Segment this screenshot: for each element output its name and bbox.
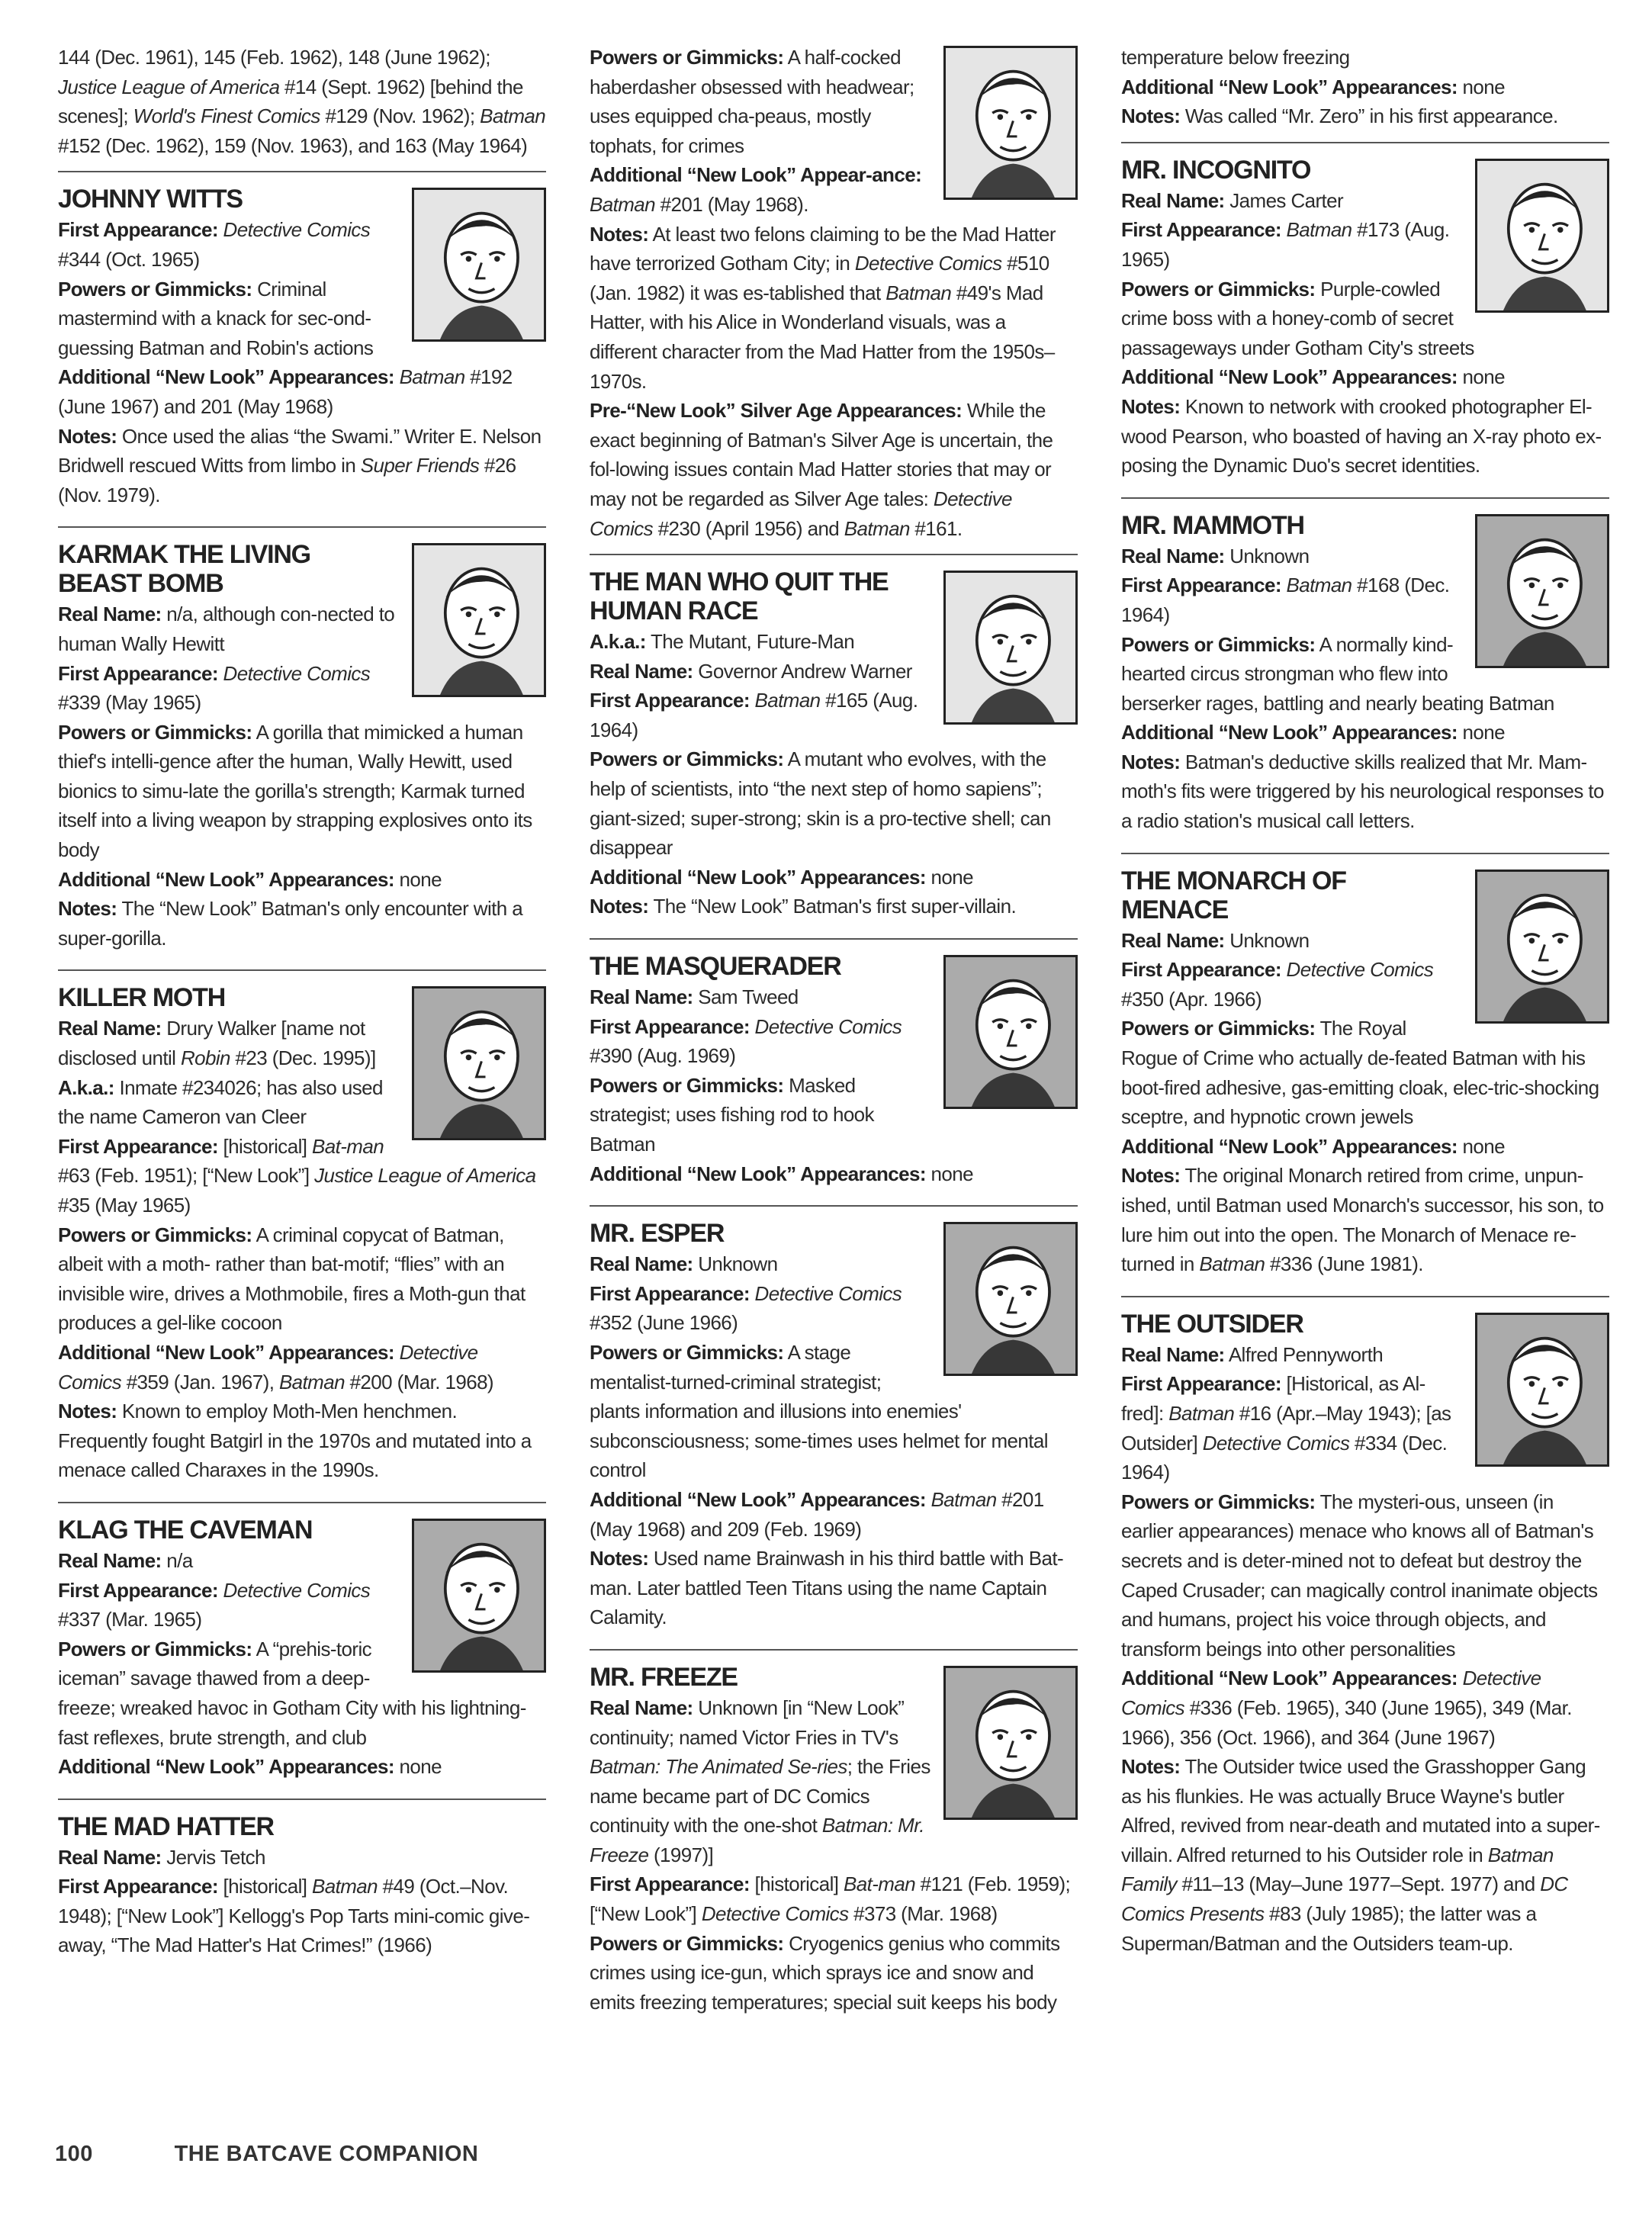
publication-title: Justice League of America: [58, 75, 280, 98]
field-label: Powers or Gimmicks:: [590, 1931, 784, 1955]
publication-title: Batman: [885, 281, 952, 304]
publication-title: DC Comics Presents: [1121, 1872, 1568, 1926]
field-label: Real Name:: [1121, 188, 1225, 212]
field-label: Powers or Gimmicks:: [58, 277, 252, 301]
field-label: Powers or Gimmicks:: [1121, 632, 1316, 656]
entry-field: [58, 718, 546, 865]
field-text: #121 (Feb. 1959); [“New Look”]: [590, 1872, 1071, 1926]
entry-field: [58, 1220, 546, 1338]
publication-title: Detective Comics: [1286, 958, 1434, 982]
field-label: Notes:: [590, 895, 649, 918]
field-label: Real Name:: [590, 1252, 693, 1276]
field-label: First Appearance:: [590, 689, 750, 712]
entry-mr-incognito: [1121, 142, 1609, 487]
field-text: #16 (Apr.–May 1943); [as Outsider]: [1121, 1401, 1451, 1455]
publication-title: Batman: [480, 104, 546, 128]
field-label: First Appearance:: [1121, 218, 1281, 242]
field-label: Real Name:: [1121, 928, 1225, 952]
field-text: Unknown: [1224, 928, 1310, 952]
field-text: (1997)]: [648, 1843, 714, 1866]
field-label: Additional “New Look” Appearances:: [1121, 365, 1458, 389]
publication-title: Detective Comics: [854, 252, 1002, 275]
field-text: #129 (Nov. 1962);: [320, 104, 480, 128]
entry-man-who-quit: [590, 554, 1078, 927]
field-text: [750, 689, 755, 712]
field-text: Batman's deductive skills realized that Mr. Mam-moth's fits were triggered by his neurological responses to a radio station's musical call letters.: [1121, 750, 1604, 833]
field-label: A.k.a.:: [58, 1075, 114, 1099]
field-text: Unknown [in “New Look” continuity; named Victor Fries in TV's: [590, 1696, 905, 1749]
publication-title: Batman: [930, 1487, 997, 1511]
field-label: Notes:: [1121, 104, 1181, 128]
field-text: The Royal Rogue of Crime who actually de-feated Batman with his boot-fired adhesive, gas-emitting cloak, elec-tric-shocking sceptre, and hypnotic crown jewels: [1121, 1017, 1599, 1129]
mr-freeze-portrait: [943, 1666, 1078, 1820]
entry-field: [590, 1869, 1078, 1928]
field-text: [394, 365, 400, 388]
column-2: [590, 43, 1078, 2023]
entry-field: [1121, 1487, 1609, 1664]
publication-title: Detective Comics: [754, 1281, 902, 1305]
field-text: Used name Brainwash in his third battle with Bat-man. Later battled Teen Titans using the name Captain Calamity.: [590, 1547, 1064, 1629]
field-text: #83 (July 1985); the latter was a Superman/Batman and the Outsiders team-up.: [1121, 1902, 1537, 1955]
field-text: #339 (May 1965): [58, 691, 201, 715]
field-text: [394, 1341, 400, 1364]
publication-title: Detective Comics: [223, 218, 371, 242]
field-label: Additional “New Look” Appearances:: [58, 867, 394, 891]
field-label: Powers or Gimmicks:: [58, 1637, 252, 1660]
field-text: Cryogenics genius who commits crimes using ice-gun, which sprays ice and snow and emits freezing temperatures; special suit keeps his body: [590, 1931, 1060, 2014]
entry-field: [1121, 747, 1609, 836]
mr-incognito-portrait: [1475, 159, 1609, 313]
entry-field: [590, 1544, 1078, 1632]
page-number: 100: [55, 2142, 93, 2166]
field-text: #344 (Oct. 1965): [58, 247, 200, 271]
field-text: #201 (May 1968) and 209 (Feb. 1969): [590, 1487, 1044, 1541]
publication-title: Batman: Mr. Freeze: [590, 1814, 924, 1866]
mr-mammoth-portrait: [1475, 514, 1609, 668]
field-label: Powers or Gimmicks:: [58, 720, 252, 744]
field-text: The “New Look” Batman's only encounter with a super-gorilla.: [58, 897, 523, 950]
field-label: Additional “New Look” Appearances:: [58, 365, 394, 389]
field-text: #173 (Aug. 1965): [1121, 218, 1450, 271]
field-text: #168 (Dec. 1964): [1121, 574, 1450, 626]
field-label: Real Name:: [590, 985, 693, 1009]
field-text: #359 (Jan. 1967),: [121, 1370, 279, 1393]
field-text: #161.: [909, 516, 963, 540]
field-text: The “New Look” Batman's first super-villain.: [648, 895, 1017, 918]
field-text: [750, 1015, 755, 1038]
field-text: #23 (Dec. 1995)]: [230, 1046, 376, 1070]
field-text: [Historical, as Al-fred]:: [1121, 1372, 1425, 1425]
entry-title: THE MONARCH OF MENACE: [1121, 866, 1346, 924]
field-text: #200 (Mar. 1968): [344, 1370, 493, 1393]
field-label: Additional “New Look” Appearances:: [590, 865, 926, 889]
field-text: none: [394, 867, 442, 891]
field-label: Additional “New Look” Appearances:: [590, 1162, 926, 1185]
field-label: Additional “New Look” Appearances:: [58, 1340, 394, 1364]
field-label: Additional “New Look” Appearances:: [1121, 1667, 1458, 1690]
field-label: Notes:: [590, 1547, 649, 1570]
field-text: #336 (Feb. 1965), 340 (June 1965), 349 (Mar. 1966), 356 (Oct. 1966), and 364 (June 1967): [1121, 1696, 1572, 1749]
field-text: [historical]: [749, 1872, 844, 1896]
entry-title: THE OUTSIDER: [1121, 1309, 1303, 1339]
field-text: #49's Mad Hatter, with his Alice in Wonderland visuals, was a different character from the Mad Hatter from the 1950s–1970s.: [590, 281, 1055, 393]
field-text: A criminal copycat of Batman, albeit with a moth- rather than bat-motif; “flies” with an invisible wire, drives a Mothmobile, fires a Moth-gun that produces a gel-like cocoon: [58, 1223, 525, 1335]
johnny-witts-portrait: [412, 188, 546, 342]
publication-title: Justice League of America: [314, 1164, 536, 1188]
field-label: Real Name:: [1121, 1342, 1225, 1366]
field-text: none: [925, 1162, 974, 1185]
entry-title: MR. ESPER: [590, 1219, 725, 1249]
entry-johnny-witts: [58, 171, 546, 516]
field-text: none: [1457, 721, 1506, 744]
entry-title: MR. INCOGNITO: [1121, 155, 1311, 185]
field-text: The Mutant, Future-Man: [645, 630, 855, 654]
field-text: Once used the alias “the Swami.” Writer E. Nelson Bridwell rescued Witts from limbo in: [58, 424, 542, 477]
entry-field: [1121, 43, 1609, 72]
publication-title: Batman Family: [1121, 1843, 1554, 1896]
entry-field: [58, 894, 546, 953]
field-text: #201 (May 1968).: [655, 192, 808, 216]
entry-title: THE MASQUERADER: [590, 952, 841, 982]
field-label: Notes:: [1121, 1164, 1181, 1188]
entry-field: [1121, 1014, 1609, 1131]
field-label: Real Name:: [58, 603, 162, 626]
entry-field: [58, 1397, 546, 1485]
field-label: Powers or Gimmicks:: [590, 1073, 784, 1097]
field-text: Governor Andrew Warner: [693, 659, 912, 683]
field-label: Notes:: [58, 1400, 117, 1423]
publication-title: Bat-man: [312, 1134, 384, 1158]
entry-field: [590, 1485, 1078, 1544]
field-label: First Appearance:: [58, 218, 218, 242]
field-text: James Carter: [1224, 188, 1344, 212]
publication-title: Batman: The Animated Se-ries: [590, 1755, 847, 1779]
field-label: Additional “New Look” Appearances:: [1121, 75, 1458, 98]
publication-title: World's Finest Comics: [133, 104, 320, 128]
field-label: Powers or Gimmicks:: [590, 1340, 784, 1364]
field-text: A normally kind-hearted circus strongman who flew into berserker rages, battling and nearly beating Batman: [1121, 632, 1554, 715]
field-label: Powers or Gimmicks:: [590, 46, 784, 69]
entry-mr-esper: [590, 1205, 1078, 1638]
publication-title: Robin: [180, 1046, 230, 1070]
field-label: Powers or Gimmicks:: [58, 1223, 252, 1246]
mutant-portrait: [943, 571, 1078, 725]
field-text: Criminal mastermind with a knack for sec-ond-guessing Batman and Robin's actions: [58, 277, 374, 359]
entry-title: THE MAN WHO QUIT THE HUMAN RACE: [590, 567, 889, 626]
publication-title: Batman: [278, 1370, 345, 1393]
field-label: Powers or Gimmicks:: [1121, 1017, 1316, 1040]
entry-field: [58, 1872, 546, 1960]
entry-field: [1121, 392, 1609, 481]
killer-moth-portrait: [412, 986, 546, 1140]
entry-monarch-of-menace: [1121, 853, 1609, 1285]
entry-field: [590, 744, 1078, 862]
field-text: ; the Fries name became part of DC Comics continuity with the one-shot: [590, 1755, 930, 1837]
field-label: Additional “New Look” Appearances:: [1121, 1134, 1458, 1158]
publication-title: Bat-man: [844, 1872, 916, 1896]
field-text: #165 (Aug. 1964): [590, 689, 918, 741]
field-label: First Appearance:: [1121, 1372, 1281, 1396]
field-text: While the exact beginning of Batman's Silver Age is uncertain, the fol-lowing issues contain Mad Hatter stories that may or may not be regarded as Silver Age tales:: [590, 399, 1053, 510]
field-text: #352 (June 1966): [590, 1311, 738, 1335]
publication-title: Detective Comics: [1121, 1667, 1541, 1719]
publication-title: Detective Comics: [223, 1578, 371, 1602]
field-label: Real Name:: [590, 1696, 693, 1719]
field-text: Unknown: [693, 1252, 778, 1276]
entry-title: MR. MAMMOTH: [1121, 510, 1304, 540]
entry-field: [58, 1132, 546, 1220]
field-text: #334 (Dec. 1964): [1121, 1431, 1448, 1484]
field-text: [1281, 958, 1287, 981]
column-3: [1121, 43, 1609, 1964]
field-text: Drury Walker [name not disclosed until: [58, 1017, 365, 1070]
field-text: [historical]: [217, 1134, 312, 1158]
field-label: Pre-“New Look” Silver Age Appearances:: [590, 399, 963, 423]
karmak-portrait: [412, 543, 546, 697]
entry-title: KARMAK THE LIVING BEAST BOMB: [58, 540, 310, 599]
field-text: [1458, 1667, 1463, 1689]
field-label: First Appearance:: [58, 661, 218, 685]
entry-killer-moth: [58, 969, 546, 1491]
field-text: [1281, 574, 1287, 596]
field-text: [926, 1488, 931, 1511]
continued-entry: [58, 43, 546, 160]
field-text: The mysteri-ous, unseen (in earlier appearances) menace who knows all of Batman's secrets and is deter-mined not to defeat but destroy the Caped Crusader; can magically control inanimate objects and humans, project his voice through objects, and transform beings into other personalities: [1121, 1490, 1598, 1660]
entry-field: [1121, 362, 1609, 392]
field-text: #510 (Jan. 1982) it was es-tablished that: [590, 252, 1049, 304]
field-label: Powers or Gimmicks:: [1121, 1490, 1316, 1513]
field-text: #35 (May 1965): [58, 1194, 191, 1217]
publication-title: Batman: [844, 516, 910, 540]
field-label: Real Name:: [58, 1017, 162, 1040]
publication-title: Detective Comics: [1202, 1431, 1350, 1455]
field-text: #26 (Nov. 1979).: [58, 454, 516, 506]
field-label: Notes:: [590, 222, 649, 246]
field-text: #14 (Sept. 1962) [behind the scenes];: [58, 75, 523, 128]
field-label: Additional “New Look” Appear-ance:: [590, 163, 922, 187]
field-label: Notes:: [1121, 394, 1181, 418]
outsider-portrait: [1475, 1313, 1609, 1467]
field-label: Powers or Gimmicks:: [590, 747, 784, 771]
field-text: [750, 1282, 755, 1305]
publication-title: Batman: [399, 365, 465, 389]
field-label: First Appearance:: [58, 1578, 218, 1602]
entry-field: [58, 362, 546, 421]
field-label: First Appearance:: [590, 1872, 750, 1896]
field-text: [218, 662, 223, 685]
field-text: Alfred Pennyworth: [1224, 1342, 1384, 1366]
entry-field: [1121, 101, 1609, 131]
field-text: [historical]: [217, 1875, 312, 1898]
continued-entry: [590, 43, 1078, 543]
field-text: Was called “Mr. Zero” in his first appearance.: [1180, 104, 1558, 128]
field-text: [218, 218, 223, 241]
field-text: n/a, although con-nected to human Wally Hewitt: [58, 603, 395, 655]
mr-esper-portrait: [943, 1222, 1078, 1376]
publication-title: Batman: [1199, 1252, 1265, 1276]
field-label: Notes:: [58, 424, 117, 448]
field-label: Real Name:: [58, 1845, 162, 1869]
field-text: #192 (June 1967) and 201 (May 1968): [58, 365, 513, 418]
entry-masquerader: [590, 938, 1078, 1194]
field-text: #337 (Mar. 1965): [58, 1608, 202, 1631]
field-text: Known to network with crooked photographer El-wood Pearson, who boasted of having an X-ray photo ex-posing the Dynamic Duo's secret identities.: [1121, 394, 1602, 477]
entry-field: [58, 1338, 546, 1397]
field-text: Jervis Tetch: [161, 1845, 265, 1869]
field-text: temperature below freezing: [1121, 46, 1350, 69]
publication-title: Detective Comics: [701, 1902, 849, 1926]
field-label: Real Name:: [590, 659, 693, 683]
entry-field: [590, 892, 1078, 921]
entry-field: [58, 43, 546, 160]
publication-title: Batman: [312, 1875, 378, 1898]
field-text: #49 (Oct.–Nov. 1948); [“New Look”] Kellogg's Pop Tarts mini-comic give-away, “The Mad Hatter's Hat Crimes!” (1966): [58, 1875, 530, 1957]
field-text: Known to employ Moth-Men henchmen. Frequently fought Batgirl in the 1970s and mutated into a menace called Charaxes in the 1990s.: [58, 1400, 532, 1482]
entry-klag: [58, 1502, 546, 1788]
field-label: First Appearance:: [1121, 958, 1281, 982]
entry-field: [1121, 1132, 1609, 1162]
field-text: none: [1457, 1134, 1506, 1158]
field-text: #152 (Dec. 1962), 159 (Nov. 1963), and 163 (May 1964): [58, 133, 528, 157]
field-label: First Appearance:: [1121, 574, 1281, 597]
publication-title: Detective Comics: [754, 1014, 902, 1038]
publication-title: Detective Comics: [58, 1340, 478, 1393]
entry-field: [1121, 1161, 1609, 1278]
field-text: none: [1457, 365, 1506, 389]
field-text: #63 (Feb. 1951); [“New Look”]: [58, 1164, 315, 1188]
field-text: #230 (April 1956) and: [653, 516, 844, 540]
field-text: n/a: [161, 1548, 193, 1572]
field-label: A.k.a.:: [590, 630, 646, 654]
field-text: A stage mentalist-turned-criminal strategist; plants information and illusions into enemies' subconsciousness; some-times uses helmet for mental control: [590, 1340, 1048, 1482]
klag-portrait: [412, 1519, 546, 1673]
entry-title: JOHNNY WITTS: [58, 185, 243, 214]
field-text: #11–13 (May–June 1977–Sept. 1977) and: [1176, 1872, 1541, 1896]
field-label: First Appearance:: [58, 1875, 218, 1898]
entry-field: [590, 396, 1078, 543]
page-footer: [55, 2142, 478, 2167]
field-text: none: [925, 865, 974, 889]
field-text: A “prehis-toric iceman” savage thawed from a deep-freeze; wreaked havoc in Gotham City with his lightning-fast reflexes, brute strength, and club: [58, 1637, 526, 1749]
field-text: Unknown: [1224, 544, 1310, 567]
publication-title: Batman: [1286, 218, 1352, 242]
mad-hatter-portrait: [943, 46, 1078, 200]
field-label: Notes:: [1121, 750, 1181, 773]
publication-title: Detective Comics: [223, 661, 371, 685]
continued-entry: [1121, 43, 1609, 131]
entry-field: [58, 865, 546, 895]
publication-title: Batman: [754, 689, 821, 712]
publication-title: Batman: [1286, 574, 1352, 597]
field-label: Real Name:: [58, 1548, 162, 1572]
field-text: Inmate #234026; has also used the name Cameron van Cleer: [58, 1075, 383, 1129]
entry-mad-hatter: [58, 1799, 546, 1966]
book-title: THE BATCAVE COMPANION: [174, 2142, 479, 2166]
field-text: 144 (Dec. 1961), 145 (Feb. 1962), 148 (June 1962);: [58, 46, 490, 69]
publication-title: Super Friends: [360, 454, 480, 477]
entry-field: [590, 1929, 1078, 2017]
entry-mr-mammoth: [1121, 497, 1609, 842]
entry-title: KLAG THE CAVEMAN: [58, 1515, 313, 1545]
entry-field: [590, 1159, 1078, 1189]
field-label: Additional “New Look” Appearances:: [58, 1755, 394, 1779]
entry-field: [590, 220, 1078, 397]
field-text: #373 (Mar. 1968): [848, 1902, 998, 1926]
entry-field: [590, 863, 1078, 892]
field-text: At least two felons claiming to be the Mad Hatter have terrorized Gotham City; in: [590, 222, 1056, 275]
field-text: A mutant who evolves, with the help of scientists, into “the next step of homo sapiens”; giant-sized; super-strong; skin is a pro-tective shell; can disappear: [590, 747, 1051, 860]
entry-field: [58, 422, 546, 510]
entry-the-outsider: [1121, 1296, 1609, 1964]
field-label: First Appearance:: [590, 1281, 750, 1305]
publication-title: Detective Comics: [590, 487, 1012, 540]
entry-field: [58, 1843, 546, 1872]
field-label: Real Name:: [1121, 544, 1225, 567]
field-label: Powers or Gimmicks:: [1121, 277, 1316, 301]
field-text: Sam Tweed: [693, 985, 799, 1009]
field-text: A gorilla that mimicked a human thief's intelli-gence after the human, Wally Hewitt, used bionics to simu-late the gorilla's strength; Karmak turned itself into a living weapon by strapping explosives onto its body: [58, 720, 532, 862]
field-text: The original Monarch retired from crime, unpun-ished, until Batman used Monarch's successor, his son, to lure him out into the open. The Monarch of Menace re-turned in: [1121, 1164, 1604, 1276]
entry-field: [58, 1752, 546, 1782]
monarch-portrait: [1475, 870, 1609, 1024]
entry-mr-freeze: [590, 1649, 1078, 2024]
entry-field: [1121, 718, 1609, 747]
entry-title: THE MAD HATTER: [58, 1811, 274, 1841]
field-text: A half-cocked haberdasher obsessed with headwear; uses equipped cha-peaus, mostly tophats, for crimes: [590, 46, 914, 157]
field-label: Notes:: [58, 897, 117, 921]
entry-field: [1121, 1664, 1609, 1752]
entry-title: MR. FREEZE: [590, 1662, 738, 1692]
field-text: #390 (Aug. 1969): [590, 1044, 736, 1068]
field-text: #336 (June 1981).: [1265, 1252, 1423, 1276]
column-1: [58, 43, 546, 1966]
field-text: Masked strategist; uses fishing rod to hook Batman: [590, 1073, 874, 1156]
field-text: Purple-cowled crime boss with a honey-comb of secret passageways under Gotham City's streets: [1121, 277, 1474, 359]
entry-field: [1121, 1752, 1609, 1958]
entry-karmak: [58, 526, 546, 959]
field-text: [1281, 218, 1287, 241]
field-text: The Outsider twice used the Grasshopper Gang as his flunkies. He was actually Bruce Wayne's butler Alfred, revived from near-death and mutated into a super-villain. Alfred returned to his Outsider role in: [1121, 1755, 1600, 1866]
publication-title: Batman: [1168, 1401, 1235, 1425]
field-text: none: [1457, 75, 1506, 98]
field-label: Additional “New Look” Appearances:: [1121, 721, 1458, 744]
field-text: [218, 1579, 223, 1602]
field-label: First Appearance:: [58, 1134, 218, 1158]
entry-field: [1121, 72, 1609, 102]
publication-title: Batman: [590, 192, 656, 216]
field-text: #350 (Apr. 1966): [1121, 987, 1262, 1011]
field-text: none: [394, 1755, 442, 1779]
masquerader-portrait: [943, 955, 1078, 1109]
field-label: First Appearance:: [590, 1014, 750, 1038]
entry-title: KILLER MOTH: [58, 983, 226, 1013]
field-label: Additional “New Look” Appearances:: [590, 1487, 926, 1511]
field-label: Notes:: [1121, 1755, 1181, 1779]
